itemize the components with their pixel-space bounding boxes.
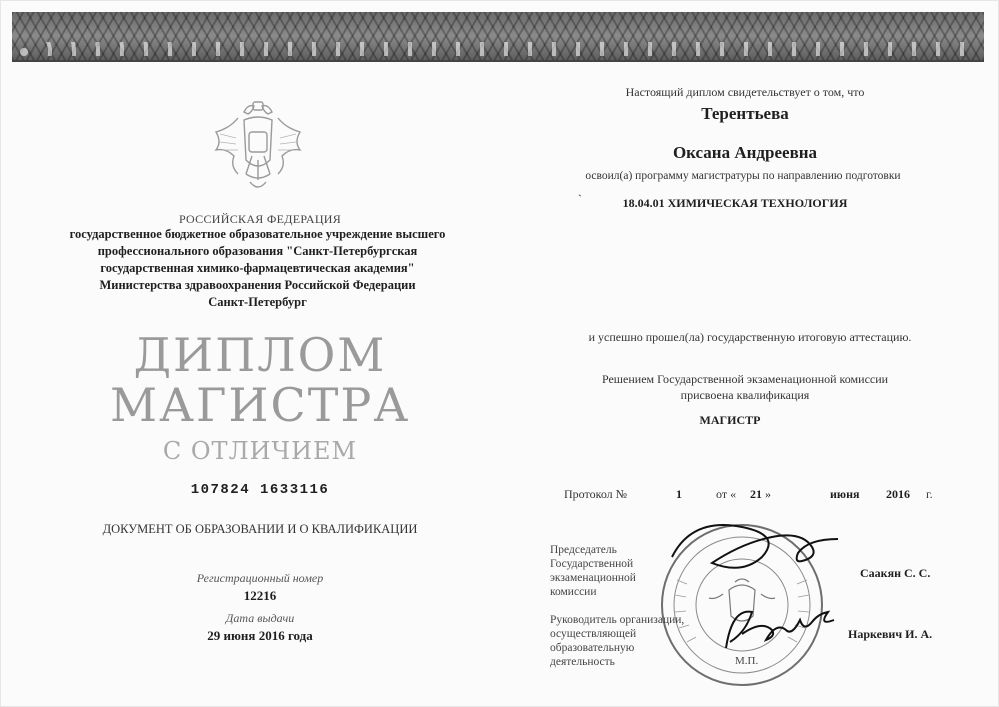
protocol-day [750, 487, 771, 502]
issue-date-label: Дата выдачи [225, 611, 295, 625]
institution-line: государственное бюджетное образовательное учреждение высшего [69, 227, 446, 241]
qualification: МАГИСТР [699, 413, 761, 427]
head-name: Наркевич И. А. [848, 627, 933, 641]
protocol-from: от « [716, 487, 737, 501]
decision-line: присвоена квалификация [680, 388, 810, 402]
diploma-title-line1: ДИПЛОМ [133, 328, 387, 382]
protocol-day-value: 21 [750, 487, 762, 501]
intro-text: Настоящий диплом свидетельствует о том, что [625, 85, 865, 99]
institution-line: Санкт-Петербург [208, 295, 307, 309]
protocol-label: Протокол № [564, 487, 628, 501]
graduate-given-names: Оксана Андреевна [672, 143, 818, 162]
protocol-year-suffix: г. [926, 487, 933, 501]
right-page [490, 0, 999, 707]
diploma-title-line2: МАГИСТРА [110, 378, 411, 432]
protocol-number: 1 [676, 487, 682, 501]
specialty: 18.04.01 ХИМИЧЕСКАЯ ТЕХНОЛОГИЯ [622, 196, 848, 210]
institution-name [30, 226, 485, 311]
registration-number: 12216 [243, 588, 277, 603]
commission-decision [565, 371, 925, 403]
diploma-title [110, 330, 410, 430]
protocol-day-close: » [765, 487, 771, 501]
honors-label: С ОТЛИЧИЕМ [162, 437, 358, 465]
head-label: Руководитель организации, осуществляющей образовательную деятельность [550, 614, 685, 668]
decision-line: Решением Государственной экзаменационной комиссии [601, 372, 889, 386]
country-label: РОССИЙСКАЯ ФЕДЕРАЦИЯ [178, 212, 342, 226]
program-text: освоил(а) программу магистратуры по направлению подготовки [585, 170, 901, 182]
institution-line: профессионального образования "Санкт-Петербургская [97, 244, 418, 258]
institution-line: государственная химико-фармацевтическая академия" [100, 261, 415, 275]
tick-mark: ` [578, 192, 582, 206]
chairman-signature-icon [662, 512, 852, 582]
institution-line: Министерства здравоохранения Российской Федерации [99, 278, 416, 292]
stamp-place-label: М.П. [735, 655, 759, 667]
chairman-name: Саакян С. С. [860, 566, 931, 580]
attestation-text: и успешно прошел(ла) государственную итоговую аттестацию. [588, 330, 912, 344]
protocol-year: 2016 [886, 487, 910, 501]
left-page [0, 0, 490, 707]
serial-number: 107824 1633116 [190, 482, 330, 498]
rector-signature-icon [712, 598, 852, 658]
protocol-month: июня [830, 487, 860, 501]
registration-label: Регистрационный номер [196, 571, 324, 585]
chairman-label: Председатель Государственной экзаменационной комиссии [550, 544, 636, 598]
document-type: ДОКУМЕНТ ОБ ОБРАЗОВАНИИ И О КВАЛИФИКАЦИИ [102, 522, 418, 536]
issue-date: 29 июня 2016 года [207, 628, 313, 643]
coat-of-arms-icon [208, 98, 308, 202]
graduate-surname: Терентьева [701, 104, 789, 123]
